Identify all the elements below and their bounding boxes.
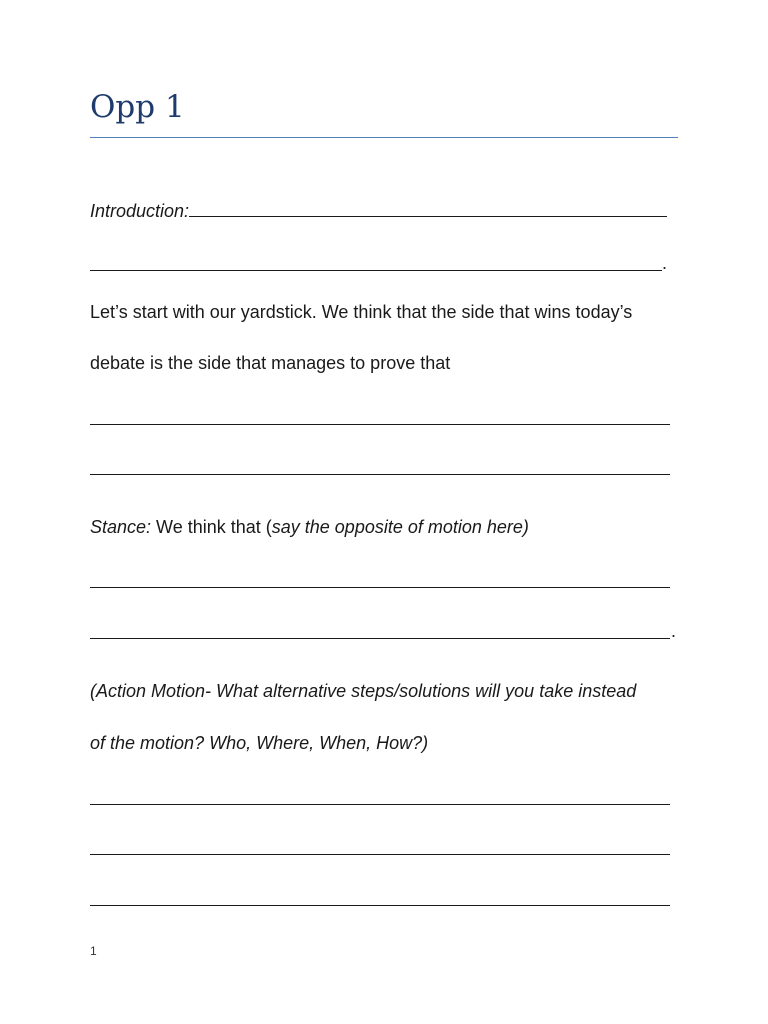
action-motion-blank-1[interactable] [90, 804, 670, 805]
yardstick-blank-1[interactable] [90, 424, 670, 425]
introduction-period: . [662, 253, 668, 273]
introduction-blank-1[interactable] [189, 202, 667, 217]
yardstick-line-2: debate is the side that manages to prove that [90, 353, 451, 373]
action-motion-blank-3[interactable] [90, 905, 670, 906]
introduction-label: Introduction: [90, 201, 190, 221]
yardstick-line-1: Let’s start with our yardstick. We think that the side that wins today’s [90, 302, 633, 322]
action-motion-line-1: (Action Motion- What alternative steps/solutions will you take instead [90, 681, 637, 701]
page-number: 1 [90, 944, 97, 958]
stance-period: . [671, 621, 677, 641]
stance-text: We think that ( [151, 517, 272, 537]
introduction-line [90, 200, 678, 222]
yardstick-blank-2[interactable] [90, 474, 670, 475]
action-motion-blank-2[interactable] [90, 854, 670, 855]
action-motion-line-2: of the motion? Who, Where, When, How?) [90, 733, 429, 753]
introduction-blank-2[interactable] [90, 270, 662, 271]
stance-blank-1[interactable] [90, 587, 670, 588]
stance-hint: say the opposite of motion here) [271, 517, 529, 537]
stance-line [90, 516, 678, 538]
stance-blank-2[interactable] [90, 638, 670, 639]
page-title: Opp 1 [90, 89, 185, 125]
stance-label: Stance: [90, 517, 152, 537]
title-underline [90, 137, 678, 138]
